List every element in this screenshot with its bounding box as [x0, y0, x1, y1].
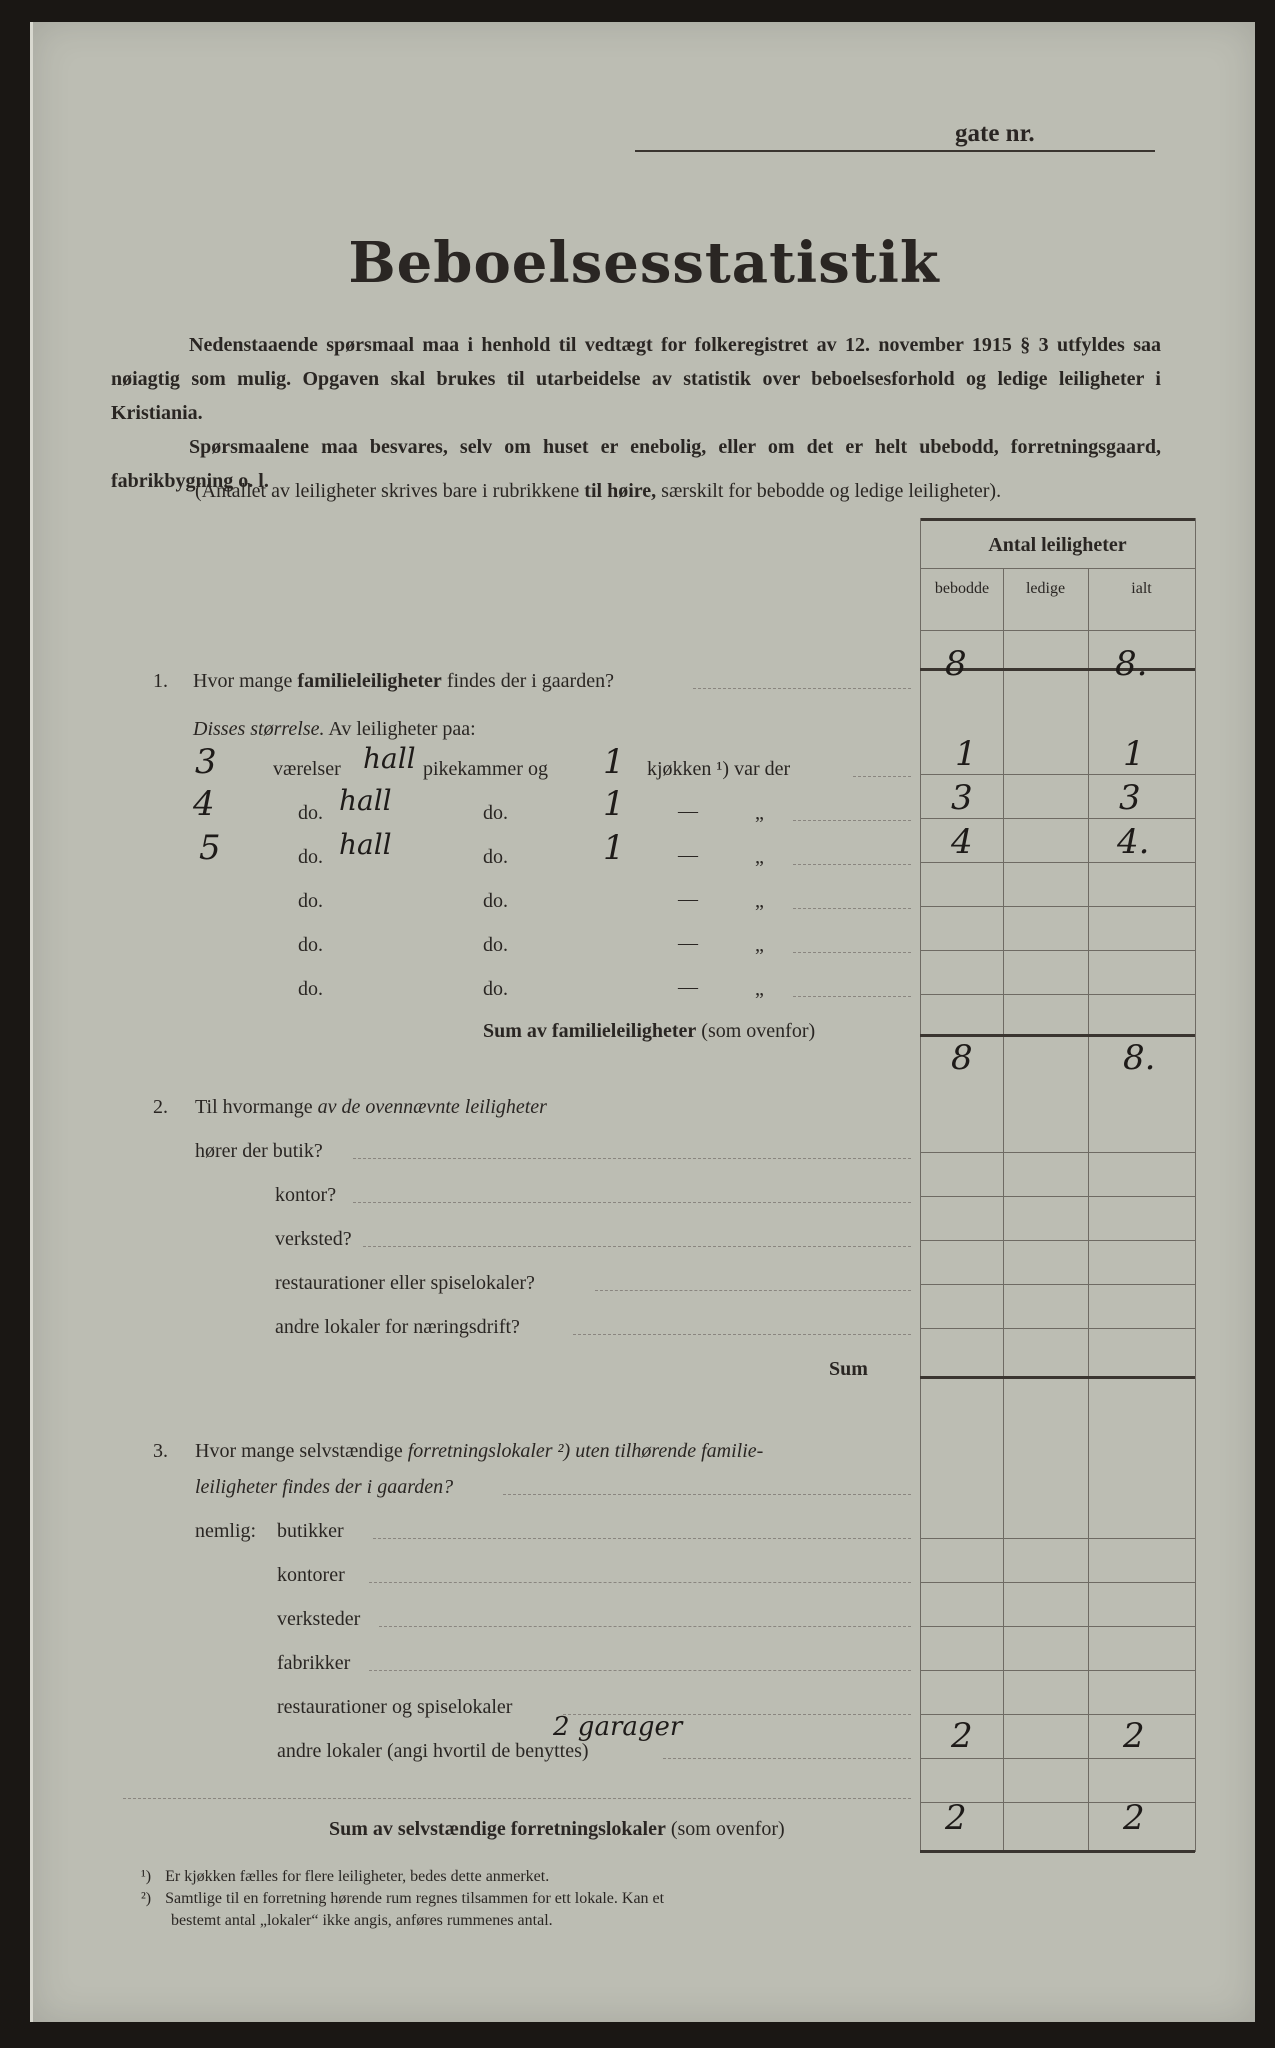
form-page: gate nr. Beboelsesstatistik Nedenstaaende spørsmaal maa i henhold til vedtægt for folkeregistret av 12. november 1915 § 3 utfyldes saa nøiagtig som mulig. Opgaven skal brukes til utarbeidelse av statistik over beboelsesforhold og ledige leiligheter i Kristiania. Spørsmaalene maa besvares, selv om huset er enebolig, eller om det er helt ubebodd, forretningsgaard, fabrikbygning o. l. (Antallet av leiligheter skrives bare i rubrikkene til høire, særskilt for bebodde og ledige leiligheter). Antal leiligheter bebodde ledige ialt 1. Hvor mange familieleiligheter findes der i gaarden? 8 8. Disses størrelse. Av leiligheter paa: 3 værelser hall pikekammer og 1 kjøkken ¹) var der 1 1 4 do. hall do. 1 — „ 3 3 5 do. hall do. 1 — „ 4 4. do. do. — „ do. do. — „ do. do. — „ Sum av familieleiligheter (som ovenfor) 8 8. 2. Til hvormange av de ovennævnte leiligheter hører der butik? kontor? verksted? restaurationer eller spiselokaler? andre lokaler for næringsdrift? Sum 3. Hvor mange selvstændige forretningslokaler ²) uten tilhørende familie- leiligheter findes der i gaarden? nemlig: butikker kontorer verksteder fabrikker restaurationer og spiselokaler andre lokaler (angi hvortil de benyttes) 2 garager 2 2 Sum av selvstændige forretningslokaler (som ovenfor) 2 2 ¹) Er kjøkken fælles for flere leiligheter, bedes dette anmerket. ²) Samtlige til en forretning hørende rum regnes tilsammen for ett lokale. Kan et bestemt antal „lokaler“ ikke angis, anføres rummenes antal.: [30, 22, 1255, 2022]
q1-bebodde-value[interactable]: 8: [945, 644, 967, 684]
q1-sum-ialt[interactable]: 8.: [1123, 1038, 1156, 1078]
q3-nemlig: nemlig:: [195, 1520, 257, 1542]
q3-sum-bebodde[interactable]: 2: [945, 1798, 967, 1838]
size-row-2-ialt[interactable]: 3: [1119, 778, 1141, 818]
size-row-1-kitchen[interactable]: 1: [603, 742, 625, 782]
q3-handwritten-note[interactable]: 2 garager: [553, 1712, 683, 1742]
q3-item-fabrikker: fabrikker: [277, 1652, 351, 1674]
q2-question: Til hvormange av de ovennævnte leiligheter: [195, 1096, 547, 1118]
intro-parenthetical: (Antallet av leiligheter skrives bare i rubrikkene til høire, særskilt for bebodde og ledige leiligheter).: [195, 480, 1002, 502]
intro-paragraph-2: Spørsmaalene maa besvares, selv om huset er enebolig, eller om det er helt ubebodd, forretningsgaard, fabrikbygning o. l.: [111, 436, 1161, 492]
size-row-3-rooms[interactable]: 5: [199, 828, 221, 868]
q1-sum-bebodde[interactable]: 8: [951, 1038, 973, 1078]
q2-item-butik: hører der butik?: [195, 1140, 323, 1162]
size-row-1-bebodde[interactable]: 1: [955, 734, 977, 774]
page-title: Beboelsesstatistik: [348, 230, 940, 296]
size-row-3-bebodde[interactable]: 4: [951, 822, 973, 862]
footnote-2-cont: bestemt antal „lokaler“ ikke angis, anføres rummenes antal.: [171, 1912, 553, 1929]
q1-sum-label: Sum av familieleiligheter (som ovenfor): [483, 1020, 816, 1042]
q3-item-verksteder: verksteder: [277, 1608, 361, 1630]
size-row-2-rooms[interactable]: 4: [193, 784, 215, 824]
table-header: Antal leiligheter: [988, 534, 1127, 556]
size-row-3-kitchen[interactable]: 1: [603, 828, 625, 868]
size-row-2-kitchen[interactable]: 1: [603, 784, 625, 824]
q3-bebodde-value[interactable]: 2: [951, 1716, 973, 1756]
intro-paragraph-1: Nedenstaaende spørsmaal maa i henhold til vedtægt for folkeregistret av 12. november 1915 § 3 utfyldes saa nøiagtig som mulig. Opgaven skal brukes til utarbeidelse av statistik over beboelsesforhold og ledige leiligheter i Kristiania.: [111, 334, 1161, 424]
footnote-1: ¹) Er kjøkken fælles for flere leiligheter, bedes dette anmerket.: [141, 1868, 550, 1885]
q1-question: Hvor mange familieleiligheter findes der i gaarden?: [193, 670, 614, 692]
gate-label: gate nr.: [955, 120, 1035, 147]
q2-item-restaurationer: restaurationer eller spiselokaler?: [275, 1272, 535, 1294]
size-row-2-extra[interactable]: hall: [339, 784, 392, 817]
col-ialt: ialt: [1131, 580, 1152, 597]
q2-item-andre: andre lokaler for næringsdrift?: [275, 1316, 520, 1338]
size-row-2-bebodde[interactable]: 3: [951, 778, 973, 818]
q3-question-line2: leiligheter findes der i gaarden?: [195, 1476, 454, 1498]
size-row-3-ialt[interactable]: 4.: [1117, 822, 1150, 862]
q3-ialt-value[interactable]: 2: [1123, 1716, 1145, 1756]
col-ledige: ledige: [1025, 580, 1066, 597]
q3-question-line1: Hvor mange selvstændige forretningslokaler ²) uten tilhørende familie-: [195, 1440, 764, 1462]
q1-number: 1.: [153, 670, 168, 692]
size-row-1-ialt[interactable]: 1: [1123, 734, 1145, 774]
col-bebodde: bebodde: [934, 580, 990, 597]
q2-item-verksted: verksted?: [275, 1228, 352, 1250]
q3-sum-ialt[interactable]: 2: [1123, 1798, 1145, 1838]
q3-item-andre: andre lokaler (angi hvortil de benyttes): [277, 1740, 589, 1762]
intro-text: [111, 328, 1161, 498]
q1-sizes: Disses størrelse. Av leiligheter paa:: [193, 718, 476, 740]
footnote-2: ²) Samtlige til en forretning hørende rum regnes tilsammen for ett lokale. Kan et: [141, 1890, 665, 1907]
gate-number-field[interactable]: [635, 150, 1155, 152]
q2-sum-label: Sum: [829, 1358, 868, 1380]
q3-number: 3.: [153, 1440, 168, 1462]
q3-item-restaurationer: restaurationer og spiselokaler: [277, 1696, 513, 1718]
q2-number: 2.: [153, 1096, 168, 1118]
size-row-1-extra[interactable]: hall: [363, 742, 416, 775]
q3-sum-label: Sum av selvstændige forretningslokaler (som ovenfor): [329, 1818, 785, 1840]
q3-item-butikker: butikker: [277, 1520, 344, 1542]
q2-item-kontor: kontor?: [275, 1184, 337, 1206]
size-row-3-extra[interactable]: hall: [339, 828, 392, 861]
q3-item-kontorer: kontorer: [277, 1564, 345, 1586]
q1-ialt-value[interactable]: 8.: [1115, 644, 1148, 684]
size-row-1-rooms[interactable]: 3: [195, 742, 217, 782]
